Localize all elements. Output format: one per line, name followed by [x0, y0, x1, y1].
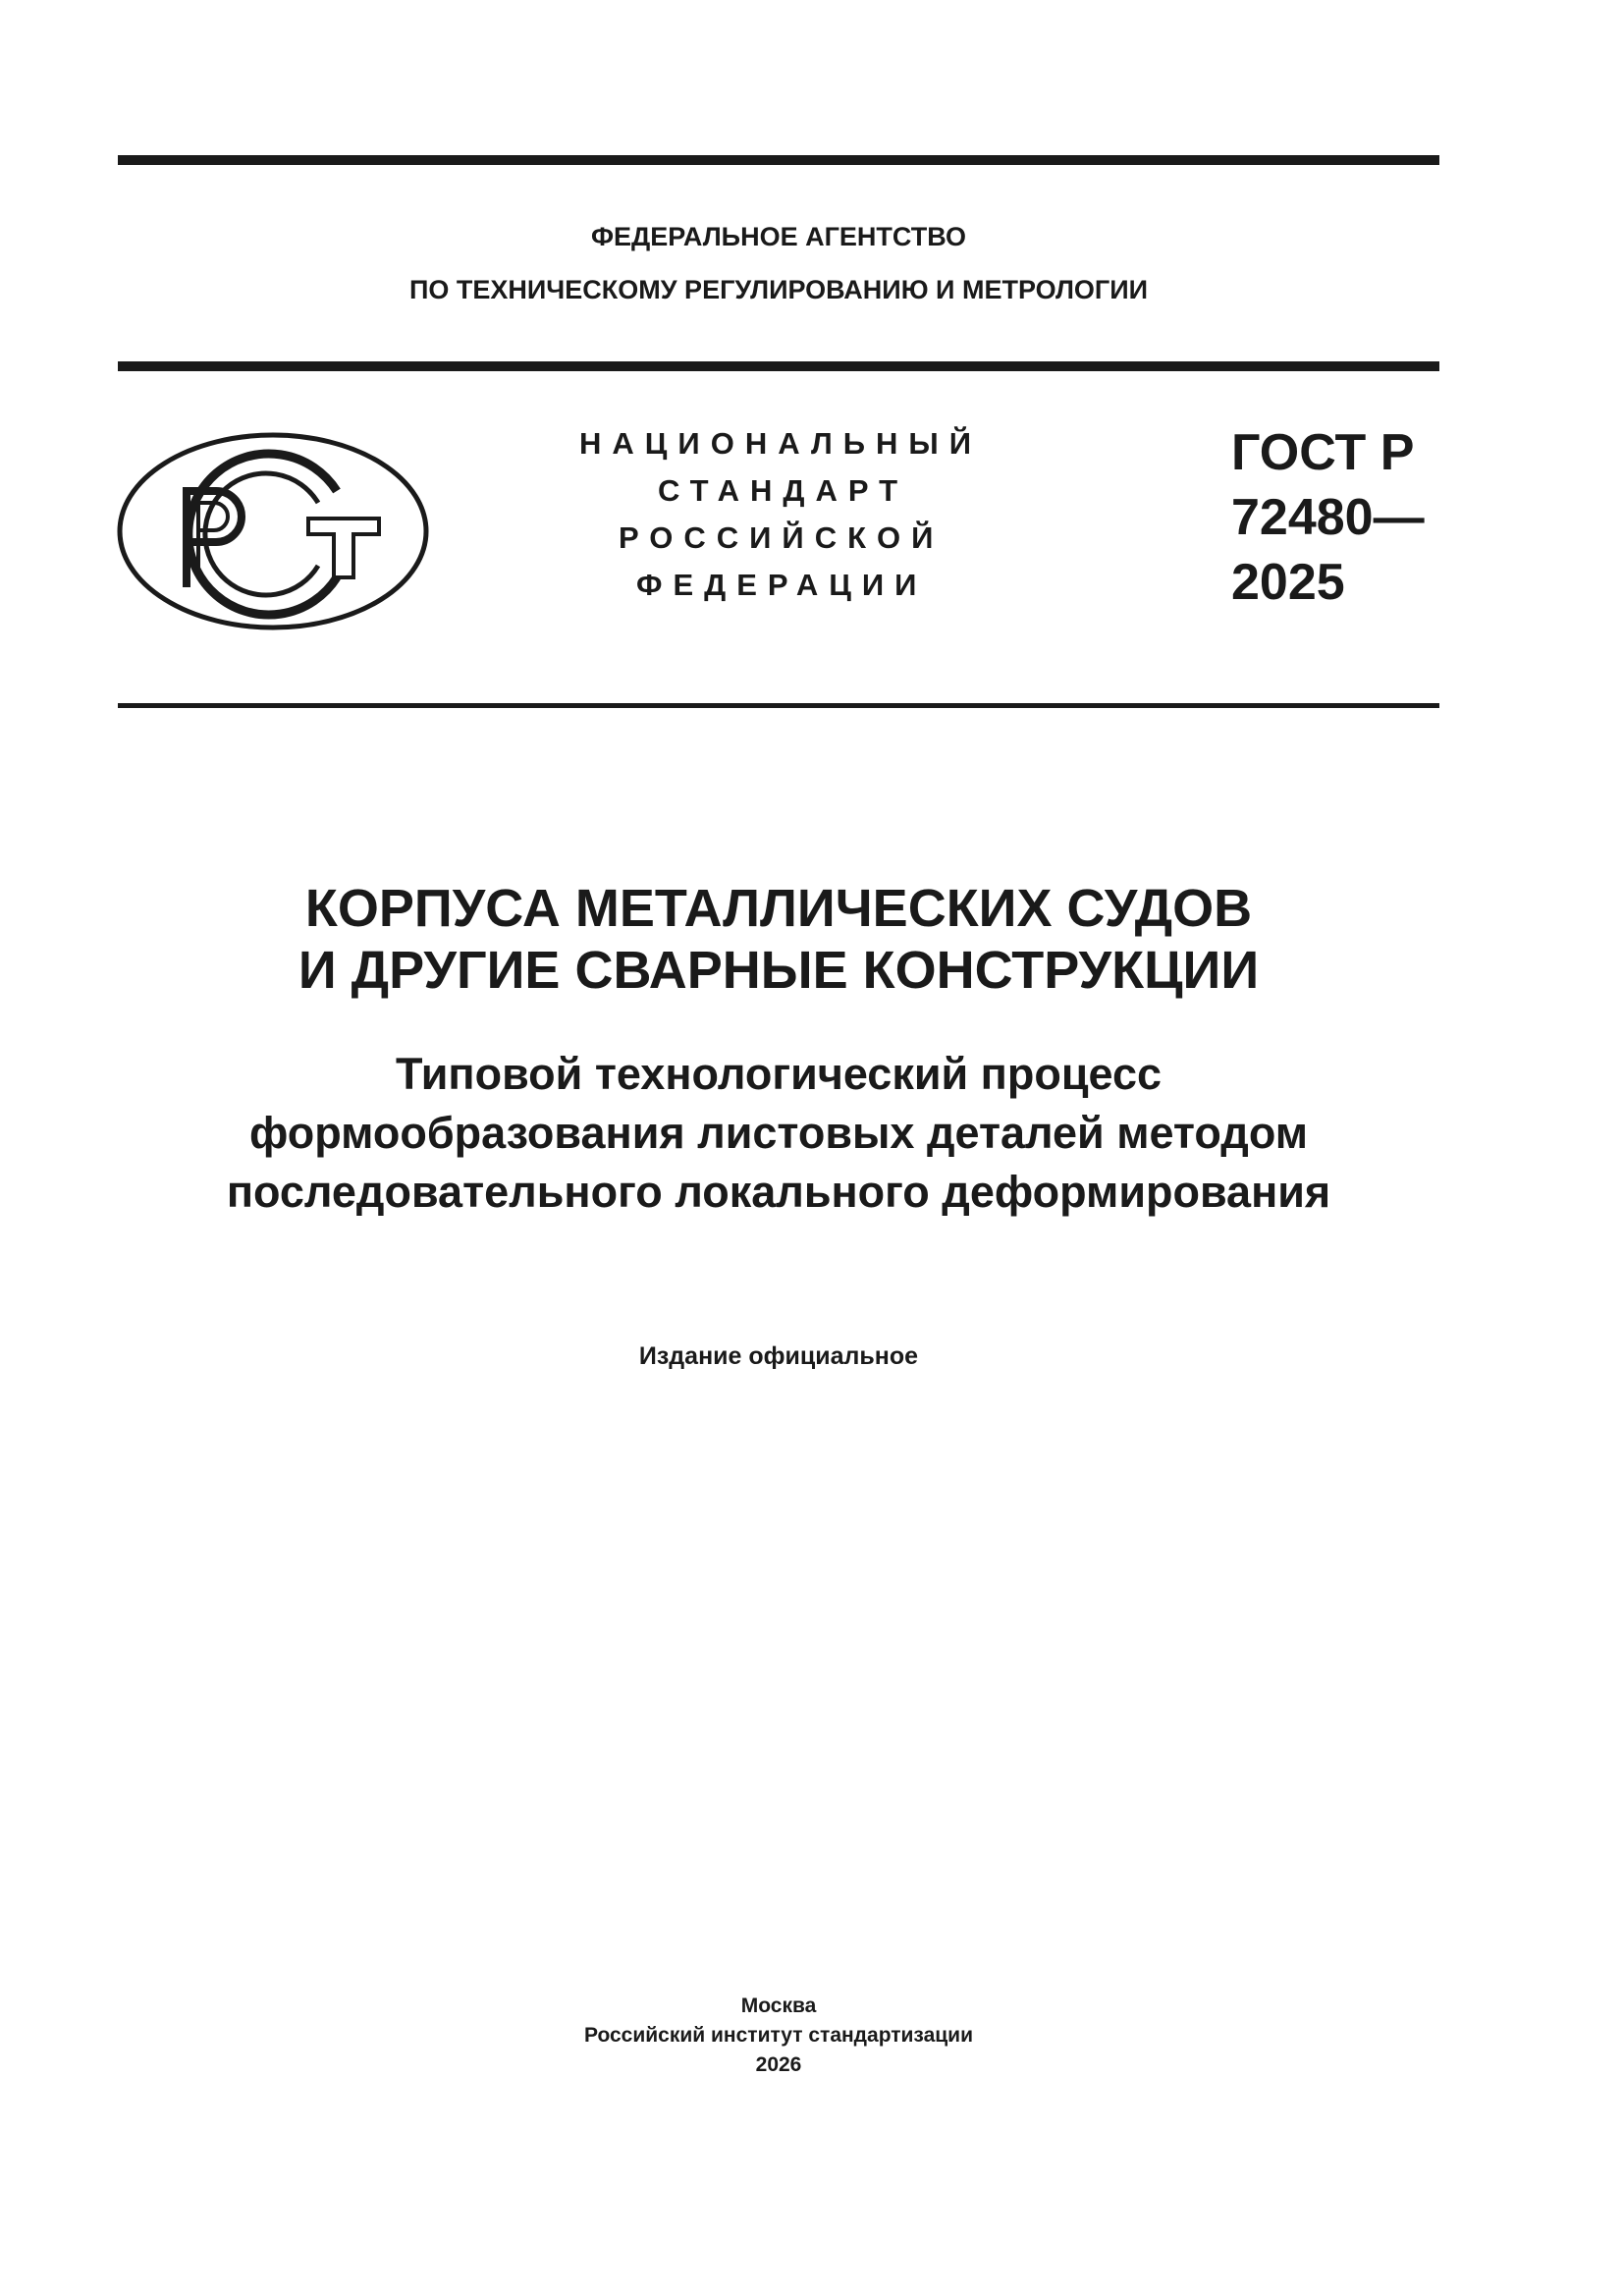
agency-bottom-rule [118, 361, 1439, 371]
title-main-line-2: И ДРУГИЕ СВАРНЫЕ КОНСТРУКЦИИ [298, 941, 1260, 1000]
standard-designation [1231, 420, 1447, 615]
imprint-city: Москва [740, 1995, 817, 2017]
agency-line-2: ПО ТЕХНИЧЕСКОМУ РЕГУЛИРОВАНИЮ И МЕТРОЛОГИИ [408, 275, 1149, 304]
designation-line-2: 72480— [1231, 489, 1425, 546]
title-sub-line-3: последовательного локального деформирования [226, 1167, 1331, 1217]
agency-header [118, 210, 1439, 316]
standard-type-line-1: НАЦИОНАЛЬНЫЙ [579, 426, 983, 461]
agency-line-1: ФЕДЕРАЛЬНОЕ АГЕНТСТВО [590, 222, 967, 251]
standard-type-line-2: СТАНДАРТ [658, 473, 909, 508]
gost-r-logo-icon [116, 430, 430, 632]
title-subtitle [118, 1045, 1439, 1222]
standard-type [550, 420, 1021, 609]
standard-type-line-4: ФЕДЕРАЦИИ [636, 568, 928, 602]
top-rule [118, 155, 1439, 165]
standard-type-line-3: РОССИЙСКОЙ [619, 520, 945, 555]
title-main [118, 878, 1439, 1002]
imprint-year: 2026 [755, 2053, 802, 2076]
title-sub-line-2: формообразования листовых деталей методом [248, 1108, 1309, 1158]
imprint [118, 1992, 1439, 2080]
edition-note: Издание официальное [638, 1342, 919, 1370]
document-title [118, 878, 1439, 1222]
title-sub-line-1: Типовой технологический процесс [395, 1049, 1162, 1099]
title-main-line-1: КОРПУСА МЕТАЛЛИЧЕСКИХ СУДОВ [304, 879, 1253, 938]
header-bottom-rule [118, 703, 1439, 708]
designation-line-3: 2025 [1231, 554, 1345, 611]
imprint-publisher: Российский институт стандартизации [583, 2024, 974, 2047]
designation-line-1: ГОСТ Р [1231, 424, 1415, 481]
